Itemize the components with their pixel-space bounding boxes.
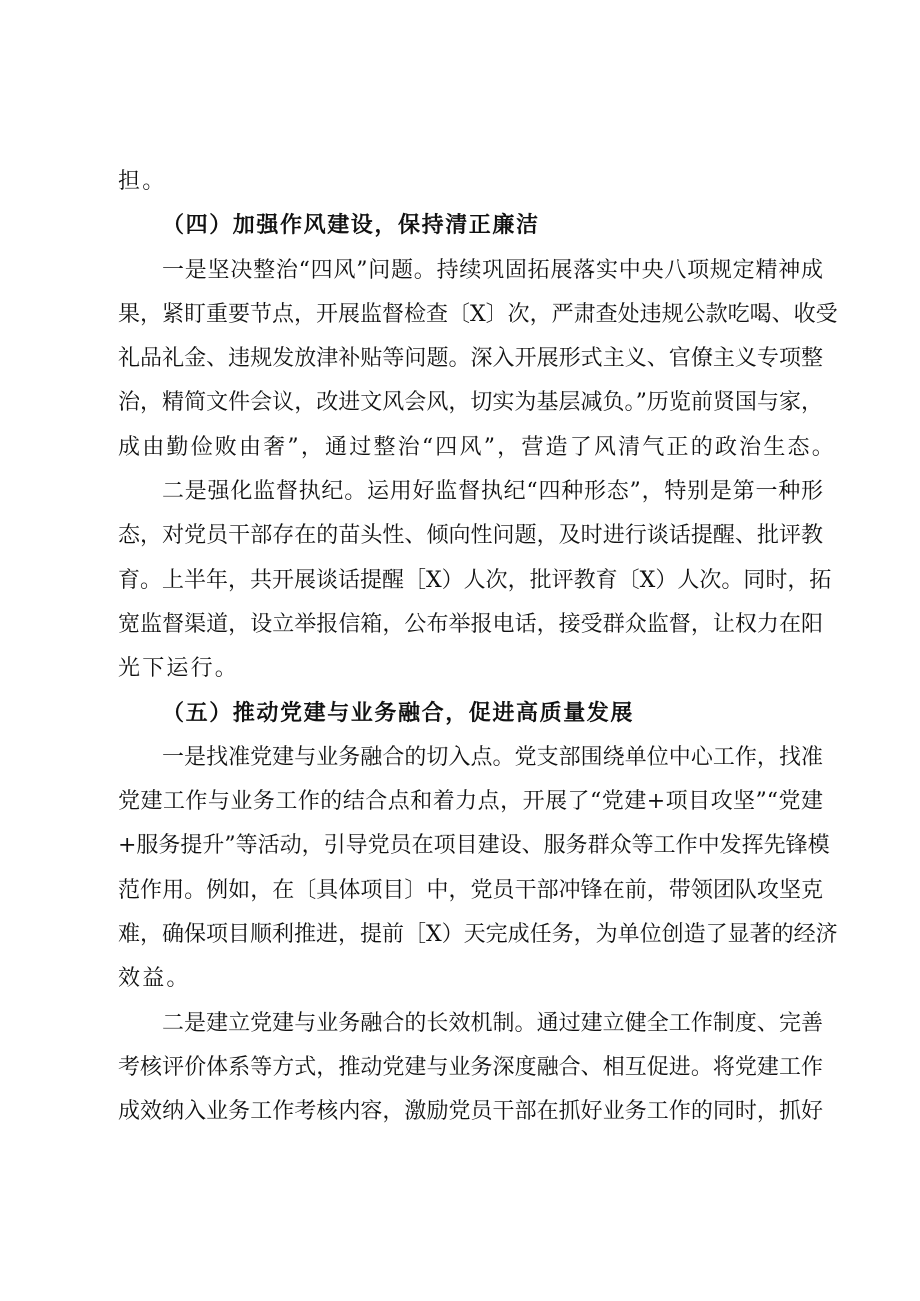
text-line: 考核评价体系等方式，推动党建与业务深度融合、相互促进。将党建工作	[118, 1054, 823, 1080]
text-line: 果，紧盯重要节点，开展监督检查〔X〕次，严肃查处违规公款吃喝、收受	[118, 301, 838, 327]
document-body	[118, 160, 838, 1135]
text-line: 党建工作与业务工作的结合点和着力点，开展了“党建+项目攻坚”“党建	[118, 789, 823, 815]
text-line: 成效纳入业务工作考核内容，激励党员干部在抓好业务工作的同时，抓好	[118, 1099, 823, 1125]
text-line: 难，确保项目顺利推进，提前［X）天完成任务，为单位创造了显著的经济	[118, 922, 838, 948]
text-line: 一是找准党建与业务融合的切入点。党支部围绕单位中心工作，找准	[162, 744, 823, 770]
text-line: 一是坚决整治“四风”问题。持续巩固拓展落实中央八项规定精神成	[162, 257, 823, 283]
text-line: 治，精简文件会议，改进文风会风，切实为基层减负。”历览前贤国与家，	[118, 390, 823, 416]
section-heading-four: （四）加强作风建设，保持清正廉洁	[162, 213, 540, 239]
text-line: 礼品礼金、违规发放津补贴等问题。深入开展形式主义、官僚主义专项整	[118, 346, 823, 372]
text-line: 态，对党员干部存在的苗头性、倾向性问题，及时进行谈话提醒、批评教	[118, 523, 823, 549]
text-line: 育。上半年，共开展谈话提醒［X）人次，批评教育〔X）人次。同时，拓	[118, 567, 832, 593]
text-line: 效益。	[118, 966, 191, 992]
text-line: 宽监督渠道，设立举报信箱，公布举报电话，接受群众监督，让权力在阳	[118, 611, 823, 637]
text-line: 二是强化监督执纪。运用好监督执纪“四种形态”，特别是第一种形	[162, 479, 823, 505]
text-line: 担。	[118, 169, 167, 194]
text-line: 范作用。例如，在〔具体项目〕中，党员干部冲锋在前，带领团队攻坚克	[118, 877, 823, 903]
section-heading-five: （五）推动党建与业务融合，促进高质量发展	[162, 700, 635, 726]
text-line: 光下运行。	[118, 656, 240, 682]
text-line: 二是建立党建与业务融合的长效机制。通过建立健全工作制度、完善	[162, 1010, 823, 1036]
text-line: +服务提升”等活动，引导党员在项目建设、服务群众等工作中发挥先锋模	[118, 833, 830, 859]
text-line: 成由勤俭败由奢”，通过整治“四风”，营造了风清气正的政治生态。	[118, 434, 836, 460]
